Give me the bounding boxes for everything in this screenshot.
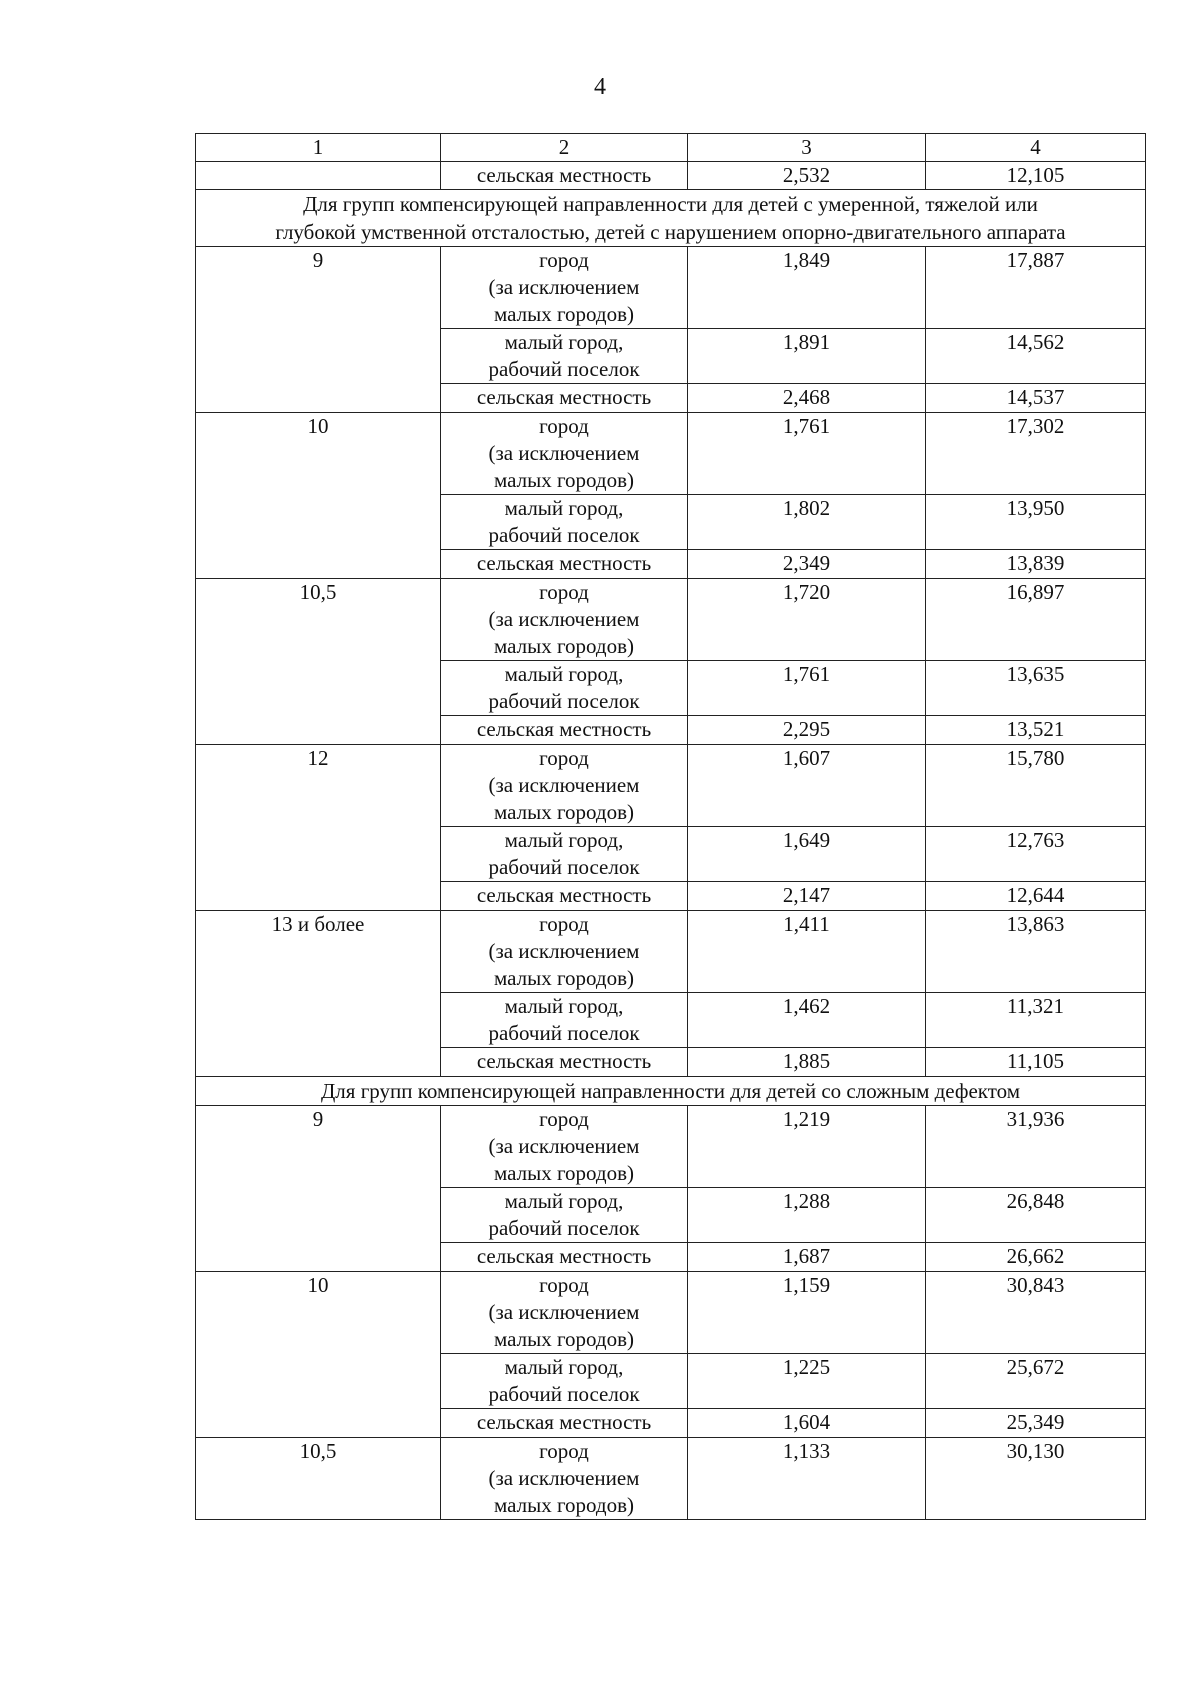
value-cell: 12,644 xyxy=(926,882,1146,911)
table-row xyxy=(196,579,1146,661)
locality-cell xyxy=(441,1243,688,1272)
coefficient-cell: 1,885 xyxy=(688,1048,926,1077)
value-cell: 16,897 xyxy=(926,579,1146,661)
value-cell: 17,887 xyxy=(926,247,1146,329)
locality-line: малых городов) xyxy=(493,1161,635,1185)
coefficient-cell: 1,288 xyxy=(688,1188,926,1243)
locality-line: (за исключением xyxy=(488,1300,640,1324)
locality-line: рабочий поселок xyxy=(488,855,640,879)
coefficient-cell: 1,462 xyxy=(688,993,926,1048)
locality-line: малых городов) xyxy=(493,1327,635,1351)
value-cell: 26,848 xyxy=(926,1188,1146,1243)
locality-line: малый город, xyxy=(504,994,624,1018)
coefficient-cell: 1,761 xyxy=(688,661,926,716)
locality-line: город xyxy=(539,1273,589,1297)
value-cell: 31,936 xyxy=(926,1106,1146,1188)
coefficient-cell: 2,147 xyxy=(688,882,926,911)
coefficient-cell: 1,687 xyxy=(688,1243,926,1272)
group-size-cell: 12 xyxy=(196,745,441,911)
column-header-4: 4 xyxy=(926,134,1146,162)
locality-line: малых городов) xyxy=(493,800,635,824)
locality-line: город xyxy=(539,746,589,770)
locality-cell xyxy=(441,329,688,384)
locality-cell xyxy=(441,1106,688,1188)
page-number: 4 xyxy=(594,74,606,100)
locality-cell xyxy=(441,384,688,413)
coefficient-cell: 1,802 xyxy=(688,495,926,550)
locality-cell xyxy=(441,247,688,329)
locality-line: рабочий поселок xyxy=(488,357,640,381)
header-row xyxy=(196,134,1146,162)
group-size-cell xyxy=(196,162,441,190)
value-cell: 25,349 xyxy=(926,1409,1146,1438)
locality-cell xyxy=(441,1272,688,1354)
table-row xyxy=(196,911,1146,993)
value-cell: 13,521 xyxy=(926,716,1146,745)
locality-line: (за исключением xyxy=(488,939,640,963)
coefficient-cell: 2,295 xyxy=(688,716,926,745)
locality-cell xyxy=(441,745,688,827)
group-size-cell: 13 и более xyxy=(196,911,441,1077)
locality-line: сельская местность xyxy=(476,1244,652,1268)
locality-cell xyxy=(441,1438,688,1520)
locality-line: малый город, xyxy=(504,330,624,354)
value-cell: 13,863 xyxy=(926,911,1146,993)
coefficient-cell: 2,532 xyxy=(688,162,926,190)
locality-line: город xyxy=(539,414,589,438)
locality-line: город xyxy=(539,912,589,936)
coefficient-cell: 1,607 xyxy=(688,745,926,827)
locality-cell xyxy=(441,413,688,495)
locality-line: (за исключением xyxy=(488,1466,640,1490)
section-title-line: Для групп компенсирующей направленности для детей со сложным дефектом xyxy=(320,1079,1021,1103)
locality-line: (за исключением xyxy=(488,275,640,299)
locality-cell: сельская местность xyxy=(441,162,688,190)
locality-line: рабочий поселок xyxy=(488,689,640,713)
value-cell: 11,105 xyxy=(926,1048,1146,1077)
column-header-3: 3 xyxy=(688,134,926,162)
group-size-cell: 10 xyxy=(196,413,441,579)
coefficient-cell: 1,891 xyxy=(688,329,926,384)
locality-line: (за исключением xyxy=(488,1134,640,1158)
value-cell: 14,537 xyxy=(926,384,1146,413)
locality-line: сельская местность xyxy=(476,1410,652,1434)
locality-line: сельская местность xyxy=(476,717,652,741)
table-row xyxy=(196,1438,1146,1520)
locality-cell xyxy=(441,827,688,882)
locality-line: рабочий поселок xyxy=(488,1216,640,1240)
coefficient-cell: 2,468 xyxy=(688,384,926,413)
locality-line: малых городов) xyxy=(493,1493,635,1517)
locality-cell xyxy=(441,579,688,661)
coefficient-cell: 1,720 xyxy=(688,579,926,661)
locality-cell xyxy=(441,1409,688,1438)
locality-cell xyxy=(441,716,688,745)
locality-cell xyxy=(441,882,688,911)
locality-cell xyxy=(441,1188,688,1243)
column-header-2: 2 xyxy=(441,134,688,162)
coefficient-cell: 2,349 xyxy=(688,550,926,579)
locality-cell xyxy=(441,911,688,993)
locality-cell xyxy=(441,1354,688,1409)
value-cell: 17,302 xyxy=(926,413,1146,495)
locality-line: город xyxy=(539,580,589,604)
coefficients-table xyxy=(195,133,1146,1520)
section-title-line: глубокой умственной отсталостью, детей с нарушением опорно-двигательного аппарата xyxy=(275,220,1066,244)
group-size-cell: 9 xyxy=(196,1106,441,1272)
locality-line: рабочий поселок xyxy=(488,1382,640,1406)
section-header-row xyxy=(196,190,1146,247)
table-row xyxy=(196,413,1146,495)
value-cell: 11,321 xyxy=(926,993,1146,1048)
coefficient-cell: 1,761 xyxy=(688,413,926,495)
locality-line: (за исключением xyxy=(488,607,640,631)
locality-cell xyxy=(441,550,688,579)
locality-line: (за исключением xyxy=(488,773,640,797)
locality-line: малый город, xyxy=(504,662,624,686)
locality-line: сельская местность xyxy=(476,551,652,575)
coefficient-cell: 1,411 xyxy=(688,911,926,993)
section-title xyxy=(196,1077,1146,1106)
coefficient-cell: 1,219 xyxy=(688,1106,926,1188)
coefficient-cell: 1,849 xyxy=(688,247,926,329)
locality-line: рабочий поселок xyxy=(488,523,640,547)
locality-cell xyxy=(441,1048,688,1077)
section-header-row xyxy=(196,1077,1146,1106)
coefficient-cell: 1,159 xyxy=(688,1272,926,1354)
section-title-line: Для групп компенсирующей направленности для детей с умеренной, тяжелой или xyxy=(303,192,1038,216)
section-title xyxy=(196,190,1146,247)
value-cell: 30,130 xyxy=(926,1438,1146,1520)
locality-cell xyxy=(441,495,688,550)
locality-line: малый город, xyxy=(504,496,624,520)
table-row xyxy=(196,247,1146,329)
locality-line: город xyxy=(539,248,589,272)
locality-line: малый город, xyxy=(504,1355,624,1379)
table-row xyxy=(196,1106,1146,1188)
locality-line: малых городов) xyxy=(493,302,635,326)
locality-line: город xyxy=(539,1107,589,1131)
value-cell: 26,662 xyxy=(926,1243,1146,1272)
coefficient-cell: 1,225 xyxy=(688,1354,926,1409)
locality-line: малых городов) xyxy=(493,966,635,990)
locality-line: рабочий поселок xyxy=(488,1021,640,1045)
locality-cell xyxy=(441,993,688,1048)
locality-cell xyxy=(441,661,688,716)
locality-line: (за исключением xyxy=(488,441,640,465)
value-cell: 30,843 xyxy=(926,1272,1146,1354)
locality-line: сельская местность xyxy=(476,385,652,409)
group-size-cell: 10,5 xyxy=(196,579,441,745)
locality-line: сельская местность xyxy=(476,883,652,907)
value-cell: 14,562 xyxy=(926,329,1146,384)
coefficient-cell: 1,604 xyxy=(688,1409,926,1438)
locality-line: малый город, xyxy=(504,1189,624,1213)
value-cell: 13,950 xyxy=(926,495,1146,550)
table-row xyxy=(196,745,1146,827)
value-cell: 13,839 xyxy=(926,550,1146,579)
table-row xyxy=(196,1272,1146,1354)
value-cell: 13,635 xyxy=(926,661,1146,716)
locality-line: малый город, xyxy=(504,828,624,852)
coefficient-cell: 1,649 xyxy=(688,827,926,882)
locality-line: малых городов) xyxy=(493,468,635,492)
column-header-1: 1 xyxy=(196,134,441,162)
value-cell: 12,105 xyxy=(926,162,1146,190)
group-size-cell: 9 xyxy=(196,247,441,413)
table-body xyxy=(196,134,1146,1520)
value-cell: 15,780 xyxy=(926,745,1146,827)
table-row xyxy=(196,162,1146,190)
locality-line: малых городов) xyxy=(493,634,635,658)
coefficient-cell: 1,133 xyxy=(688,1438,926,1520)
group-size-cell: 10,5 xyxy=(196,1438,441,1520)
group-size-cell: 10 xyxy=(196,1272,441,1438)
locality-line: город xyxy=(539,1439,589,1463)
value-cell: 12,763 xyxy=(926,827,1146,882)
value-cell: 25,672 xyxy=(926,1354,1146,1409)
locality-line: сельская местность xyxy=(476,1049,652,1073)
